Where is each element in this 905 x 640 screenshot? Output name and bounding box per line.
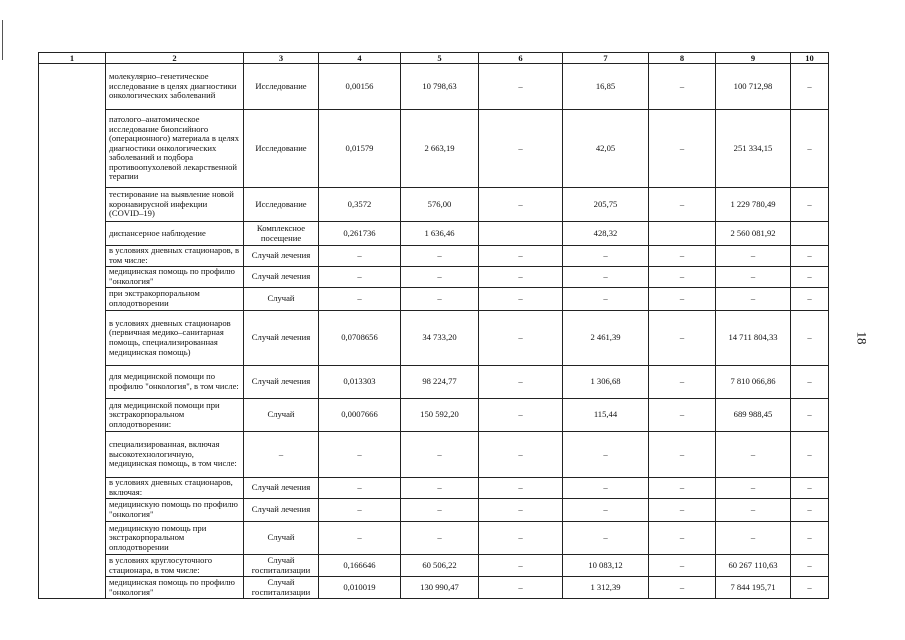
cell-c9: – (716, 522, 791, 555)
cell-c8: – (649, 288, 716, 311)
column-header: 9 (716, 53, 791, 64)
cell-c7: – (563, 267, 649, 288)
cell-c6: – (479, 432, 563, 478)
column-header: 2 (106, 53, 244, 64)
cell-c7: – (563, 499, 649, 522)
cell-c5: 576,00 (401, 188, 479, 222)
row-description: медицинскую помощь по профилю "онкология" (106, 499, 244, 522)
table-row (39, 64, 829, 110)
cell-c3: Случай госпитализации (244, 555, 319, 577)
cell-c4: – (319, 246, 401, 267)
row-description: медицинская помощь по профилю "онкология" (106, 577, 244, 599)
cell-c9: – (716, 478, 791, 499)
column-header: 1 (39, 53, 106, 64)
table-row (39, 311, 829, 366)
table-row (39, 399, 829, 432)
cell-c9: – (716, 432, 791, 478)
cell-c8: – (649, 311, 716, 366)
row-description: молекулярно–генетическое исследование в целях диагностики онкологических заболеваний (106, 64, 244, 110)
cell-c10: – (791, 478, 829, 499)
cell-c5: 98 224,77 (401, 366, 479, 399)
cell-c3: – (244, 432, 319, 478)
cell-c7: 16,85 (563, 64, 649, 110)
cell-c8: – (649, 399, 716, 432)
cell-c6: – (479, 555, 563, 577)
cell-c6: – (479, 246, 563, 267)
cell-c4: 0,01579 (319, 110, 401, 188)
cell-c10: – (791, 188, 829, 222)
cell-c5: 60 506,22 (401, 555, 479, 577)
cell-c3: Случай лечения (244, 311, 319, 366)
cell-c6: – (479, 399, 563, 432)
cell-c7: – (563, 288, 649, 311)
cell-c7: – (563, 522, 649, 555)
cell-c4: 0,00156 (319, 64, 401, 110)
cell-c3: Случай лечения (244, 478, 319, 499)
table-header-row (39, 53, 829, 64)
cell-c8: – (649, 64, 716, 110)
cell-c9: – (716, 246, 791, 267)
cell-c3: Исследование (244, 110, 319, 188)
cell-c8: – (649, 478, 716, 499)
cell-c5: – (401, 499, 479, 522)
cell-c7: 205,75 (563, 188, 649, 222)
cell-c6: – (479, 577, 563, 599)
cell-c4: 0,0708656 (319, 311, 401, 366)
cell-c4: – (319, 478, 401, 499)
cell-c8: – (649, 267, 716, 288)
cell-c9: – (716, 288, 791, 311)
cell-c8: – (649, 110, 716, 188)
cell-c4: – (319, 522, 401, 555)
cell-c7: 115,44 (563, 399, 649, 432)
cell-c4: – (319, 288, 401, 311)
cell-c10: – (791, 311, 829, 366)
cell-c3: Случай лечения (244, 366, 319, 399)
cell-c9: 60 267 110,63 (716, 555, 791, 577)
cell-c10: – (791, 555, 829, 577)
cell-c5: – (401, 478, 479, 499)
cell-c9: 251 334,15 (716, 110, 791, 188)
cell-c8 (649, 222, 716, 246)
cell-c5: 34 733,20 (401, 311, 479, 366)
cell-c3: Исследование (244, 188, 319, 222)
cell-c9: 100 712,98 (716, 64, 791, 110)
cell-c5: – (401, 288, 479, 311)
cell-c10: – (791, 399, 829, 432)
cell-c3: Комплексное посещение (244, 222, 319, 246)
column-header: 7 (563, 53, 649, 64)
row-description: медицинскую помощь при экстракорпоральном оплодотворении (106, 522, 244, 555)
row-description: патолого–анатомическое исследование биопсийного (операционного) материала в целях диагностики онкологических заболеваний и подбора противоопухолевой лекарственной терапии (106, 110, 244, 188)
cell-c4: 0,010019 (319, 577, 401, 599)
cell-c3: Случай лечения (244, 246, 319, 267)
cell-c10: – (791, 432, 829, 478)
cell-c10: – (791, 246, 829, 267)
row-description: в условиях дневных стационаров, в том числе: (106, 246, 244, 267)
cell-c4: 0,0007666 (319, 399, 401, 432)
row-description: тестирование на выявление новой коронавирусной инфекции (COVID–19) (106, 188, 244, 222)
cell-c9: – (716, 499, 791, 522)
table-row (39, 555, 829, 577)
cell-c4: – (319, 267, 401, 288)
cell-c5: – (401, 267, 479, 288)
cell-c10: – (791, 288, 829, 311)
page-number: 18 (854, 331, 870, 345)
cell-c3: Исследование (244, 64, 319, 110)
row-description: для медицинской помощи при экстракорпоральном оплодотворении: (106, 399, 244, 432)
cell-c4: 0,013303 (319, 366, 401, 399)
cell-c10: – (791, 499, 829, 522)
table-row (39, 288, 829, 311)
cell-c6: – (479, 110, 563, 188)
cell-c4: – (319, 432, 401, 478)
cell-c3: Случай (244, 399, 319, 432)
row-description: диспансерное наблюдение (106, 222, 244, 246)
cell-c7: 1 306,68 (563, 366, 649, 399)
cell-c5: – (401, 522, 479, 555)
cell-c10: – (791, 577, 829, 599)
row-description: в условиях дневных стационаров (первичная медико–санитарная помощь, специализированная медицинская помощь) (106, 311, 244, 366)
cell-c6: – (479, 188, 563, 222)
table-row (39, 499, 829, 522)
cell-c4: 0,261736 (319, 222, 401, 246)
cell-c3: Случай лечения (244, 267, 319, 288)
cell-c3: Случай (244, 522, 319, 555)
cell-c8: – (649, 366, 716, 399)
table-row (39, 267, 829, 288)
cell-c7: 428,32 (563, 222, 649, 246)
cell-c4: – (319, 499, 401, 522)
cell-c8: – (649, 432, 716, 478)
cell-c10: – (791, 267, 829, 288)
column-header: 8 (649, 53, 716, 64)
cell-c4: 0,3572 (319, 188, 401, 222)
cell-c5: – (401, 432, 479, 478)
row-description: медицинская помощь по профилю "онкология" (106, 267, 244, 288)
cell-c3: Случай (244, 288, 319, 311)
cell-c9: – (716, 267, 791, 288)
cell-c5: 1 636,46 (401, 222, 479, 246)
cell-c10: – (791, 110, 829, 188)
cell-c8: – (649, 577, 716, 599)
data-table (38, 52, 829, 599)
row-description: в условиях дневных стационаров, включая: (106, 478, 244, 499)
cell-c10: – (791, 64, 829, 110)
cell-c7: 2 461,39 (563, 311, 649, 366)
cell-c10: – (791, 366, 829, 399)
cell-c10 (791, 222, 829, 246)
cell-c6: – (479, 64, 563, 110)
table-row (39, 110, 829, 188)
cell-c8: – (649, 499, 716, 522)
cell-c3: Случай лечения (244, 499, 319, 522)
cell-c4: 0,166646 (319, 555, 401, 577)
cell-c3: Случай госпитализации (244, 577, 319, 599)
cell-c7: – (563, 478, 649, 499)
column-header: 10 (791, 53, 829, 64)
table-row (39, 478, 829, 499)
column-header: 3 (244, 53, 319, 64)
table-row (39, 522, 829, 555)
table-row (39, 432, 829, 478)
row-description: при экстракорпоральном оплодотворении (106, 288, 244, 311)
cell-c6: – (479, 366, 563, 399)
cell-c9: 7 844 195,71 (716, 577, 791, 599)
cell-c10: – (791, 522, 829, 555)
scan-margin-mark (2, 20, 3, 60)
column-header: 5 (401, 53, 479, 64)
cell-c7: 42,05 (563, 110, 649, 188)
cell-c9: 1 229 780,49 (716, 188, 791, 222)
cell-c5: 130 990,47 (401, 577, 479, 599)
cell-c9: 689 988,45 (716, 399, 791, 432)
cell-c7: – (563, 432, 649, 478)
cell-c8: – (649, 522, 716, 555)
column-header: 6 (479, 53, 563, 64)
column-header: 4 (319, 53, 401, 64)
row-description: для медицинской помощи по профилю "онкология", в том числе: (106, 366, 244, 399)
table-row (39, 246, 829, 267)
cell-c6 (479, 222, 563, 246)
cell-c6: – (479, 267, 563, 288)
cell-c8: – (649, 555, 716, 577)
cell-c6: – (479, 522, 563, 555)
table-row (39, 366, 829, 399)
cell-c5: – (401, 246, 479, 267)
cell-c6: – (479, 311, 563, 366)
cell-c7: 10 083,12 (563, 555, 649, 577)
cell-c5: 2 663,19 (401, 110, 479, 188)
cell-c6: – (479, 478, 563, 499)
table-row (39, 188, 829, 222)
cell-c8: – (649, 188, 716, 222)
cell-c8: – (649, 246, 716, 267)
cell-c7: 1 312,39 (563, 577, 649, 599)
row-description: специализированная, включая высокотехнологичную, медицинская помощь, в том числе: (106, 432, 244, 478)
row-group-cell (39, 64, 106, 599)
cell-c9: 14 711 804,33 (716, 311, 791, 366)
table-row (39, 222, 829, 246)
table-row (39, 577, 829, 599)
cell-c9: 2 560 081,92 (716, 222, 791, 246)
cell-c7: – (563, 246, 649, 267)
row-description: в условиях круглосуточного стационара, в том числе: (106, 555, 244, 577)
cell-c9: 7 810 066,86 (716, 366, 791, 399)
cell-c6: – (479, 499, 563, 522)
cell-c5: 150 592,20 (401, 399, 479, 432)
cell-c6: – (479, 288, 563, 311)
cell-c5: 10 798,63 (401, 64, 479, 110)
